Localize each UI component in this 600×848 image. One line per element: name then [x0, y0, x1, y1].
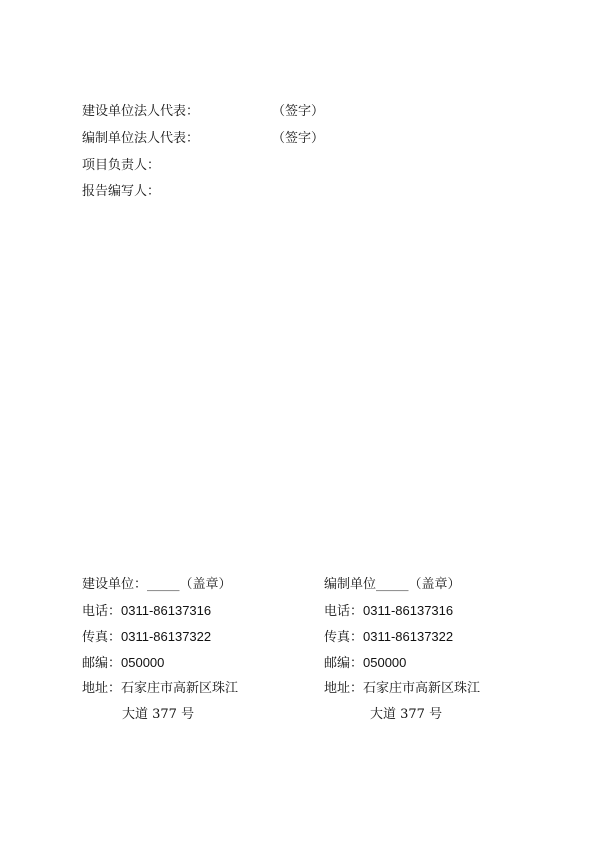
compiler-unit-address-line2: 大道 377 号: [370, 707, 443, 722]
report-writer-label: 报告编写人：: [82, 184, 161, 199]
construction-rep-label: 建设单位法人代表：: [82, 104, 200, 119]
compiler-unit-fax: 传真：0311-86137322: [324, 629, 454, 644]
construction-unit-postcode: 邮编：050000: [82, 655, 165, 670]
construction-unit-fax: 传真：0311-86137322: [82, 629, 212, 644]
project-lead-label: 项目负责人：: [82, 158, 161, 173]
compiler-rep-signature-note: （签字）: [272, 131, 325, 146]
compiler-unit-phone: 电话：0311-86137316: [324, 603, 454, 618]
compiler-rep-label: 编制单位法人代表：: [82, 131, 200, 146]
compiler-unit-address-line1: 地址：石家庄市高新区珠江: [324, 681, 481, 696]
compiler-unit-postcode: 邮编：050000: [324, 655, 407, 670]
construction-unit-address-line2: 大道 377 号: [122, 707, 195, 722]
compiler-unit-seal-line: 编制单位_____（盖章）: [324, 577, 461, 592]
construction-unit-phone: 电话：0311-86137316: [82, 603, 212, 618]
construction-unit-address-line1: 地址：石家庄市高新区珠江: [82, 681, 239, 696]
construction-unit-seal-line: 建设单位：_____（盖章）: [82, 577, 232, 592]
construction-rep-signature-note: （签字）: [272, 104, 325, 119]
